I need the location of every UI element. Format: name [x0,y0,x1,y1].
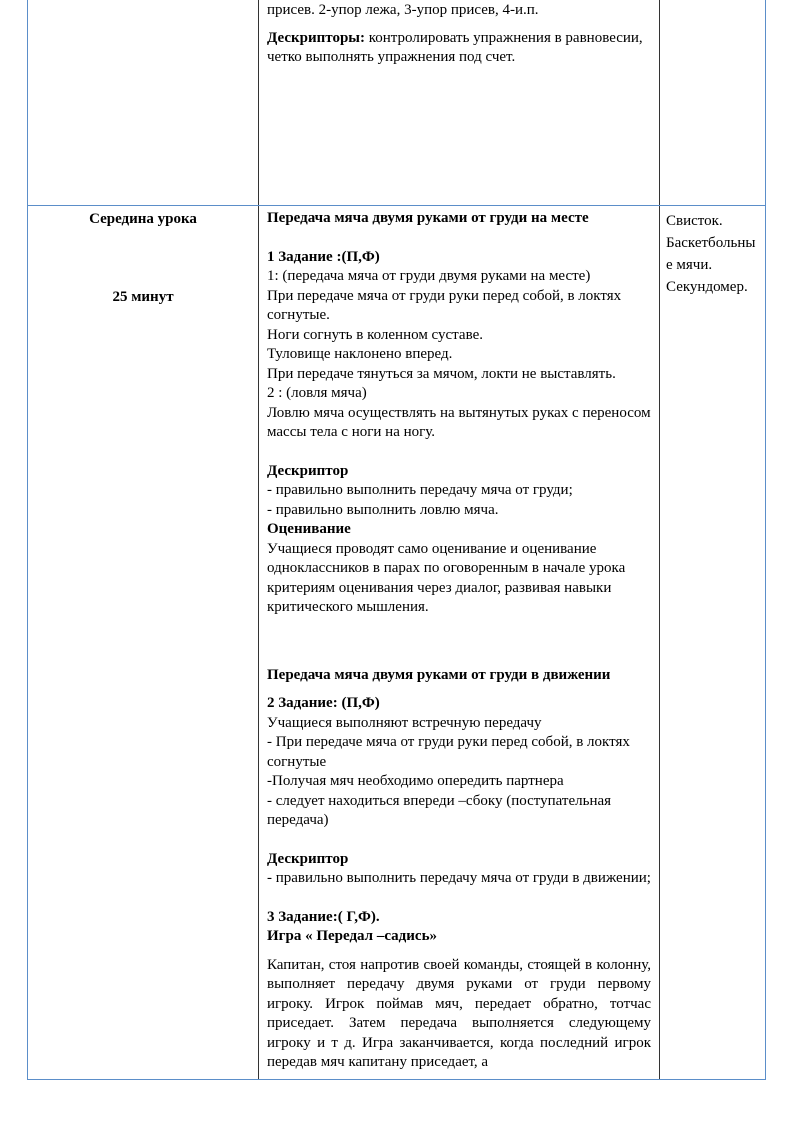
game-description: Капитан, стоя напротив своей команды, стоящей в колонну, выполняет передачу двумя руками от груди первому игроку. Игрок поймав мяч, передает обратно, тотчас приседает. Затем передача выполняется следующему игроку и т д. Игра заканчивается, когда последний игрок передав мяч капитану приседает, а [267,956,651,1070]
table-row [28,0,766,206]
descriptor-title: Дескриптор [267,850,349,867]
descriptor-title: Дескриптор [267,462,349,479]
descriptors-paragraph [267,29,651,68]
exercise-line: присев. 2-упор лежа, 3-упор присев, 4-и.п. [267,2,539,18]
resource-item: Секундомер. [666,279,748,295]
game-title: Игра « Передал –садись» [267,928,437,944]
table-row [28,206,766,1080]
task-line: Туловище наклонено вперед. [267,346,453,362]
task-line: Учащиеся выполняют встречную передачу [267,714,542,731]
resources-cell [660,206,766,1080]
task-line: При передаче тянуться за мячом, локти не выставлять. [267,365,616,382]
duration-label: 25 минут [112,288,174,305]
descriptor-line: - правильно выполнить передачу мяча от груди в движении; [267,870,651,886]
stage-cell-empty [28,0,259,206]
task-title: 1 Задание :(П,Ф) [267,248,380,265]
task-title: 3 Задание:( Г,Ф). [267,908,380,925]
section-title: Передача мяча двумя руками от груди на месте [267,210,589,226]
assessment-text: Учащиеся проводят само оценивание и оценивание одноклассников в парах по оговоренным в начале урока критериям оценивания через диалог, развивая навыки критического мышления. [267,540,626,615]
task-line: - следует находиться впереди –сбоку (поступательная передача) [267,792,612,828]
task-line: 1: (передача мяча от груди двумя руками на месте) [267,268,591,284]
lesson-plan-table [27,0,766,1080]
task-line: Ноги согнуть в коленном суставе. [267,326,483,343]
resources-cell-empty [660,0,766,206]
content-cell [259,0,660,206]
task-line: 2 : (ловля мяча) [267,385,367,401]
assessment-title: Оценивание [267,521,351,537]
task-line: - При передаче мяча от груди руки перед собой, в локтях согнутые [267,734,630,770]
descriptor-line: - правильно выполнить передачу мяча от груди; [267,482,573,498]
task-line: При передаче мяча от груди руки перед собой, в локтях согнутые. [267,287,622,323]
resource-item: Свисток. [666,213,723,229]
task-title: 2 Задание: (П,Ф) [267,695,380,711]
section-title: Передача мяча двумя руками от груди в движении [267,666,611,683]
stage-cell [28,206,259,1080]
stage-label: Середина урока [89,211,197,227]
task-line: -Получая мяч необходимо опередить партнера [267,773,564,789]
content-cell [259,206,660,1080]
descriptors-text: контролировать упражнения в равновесии, четко выполнять упражнения под счет. [267,29,643,65]
descriptors-label: Дескрипторы: [267,29,365,46]
descriptor-line: - правильно выполнить ловлю мяча. [267,501,499,518]
resource-item: Баскетбольные мячи. [666,235,756,273]
task-line: Ловлю мяча осуществлять на вытянутых руках с переносом массы тела с ноги на ногу. [267,404,651,440]
